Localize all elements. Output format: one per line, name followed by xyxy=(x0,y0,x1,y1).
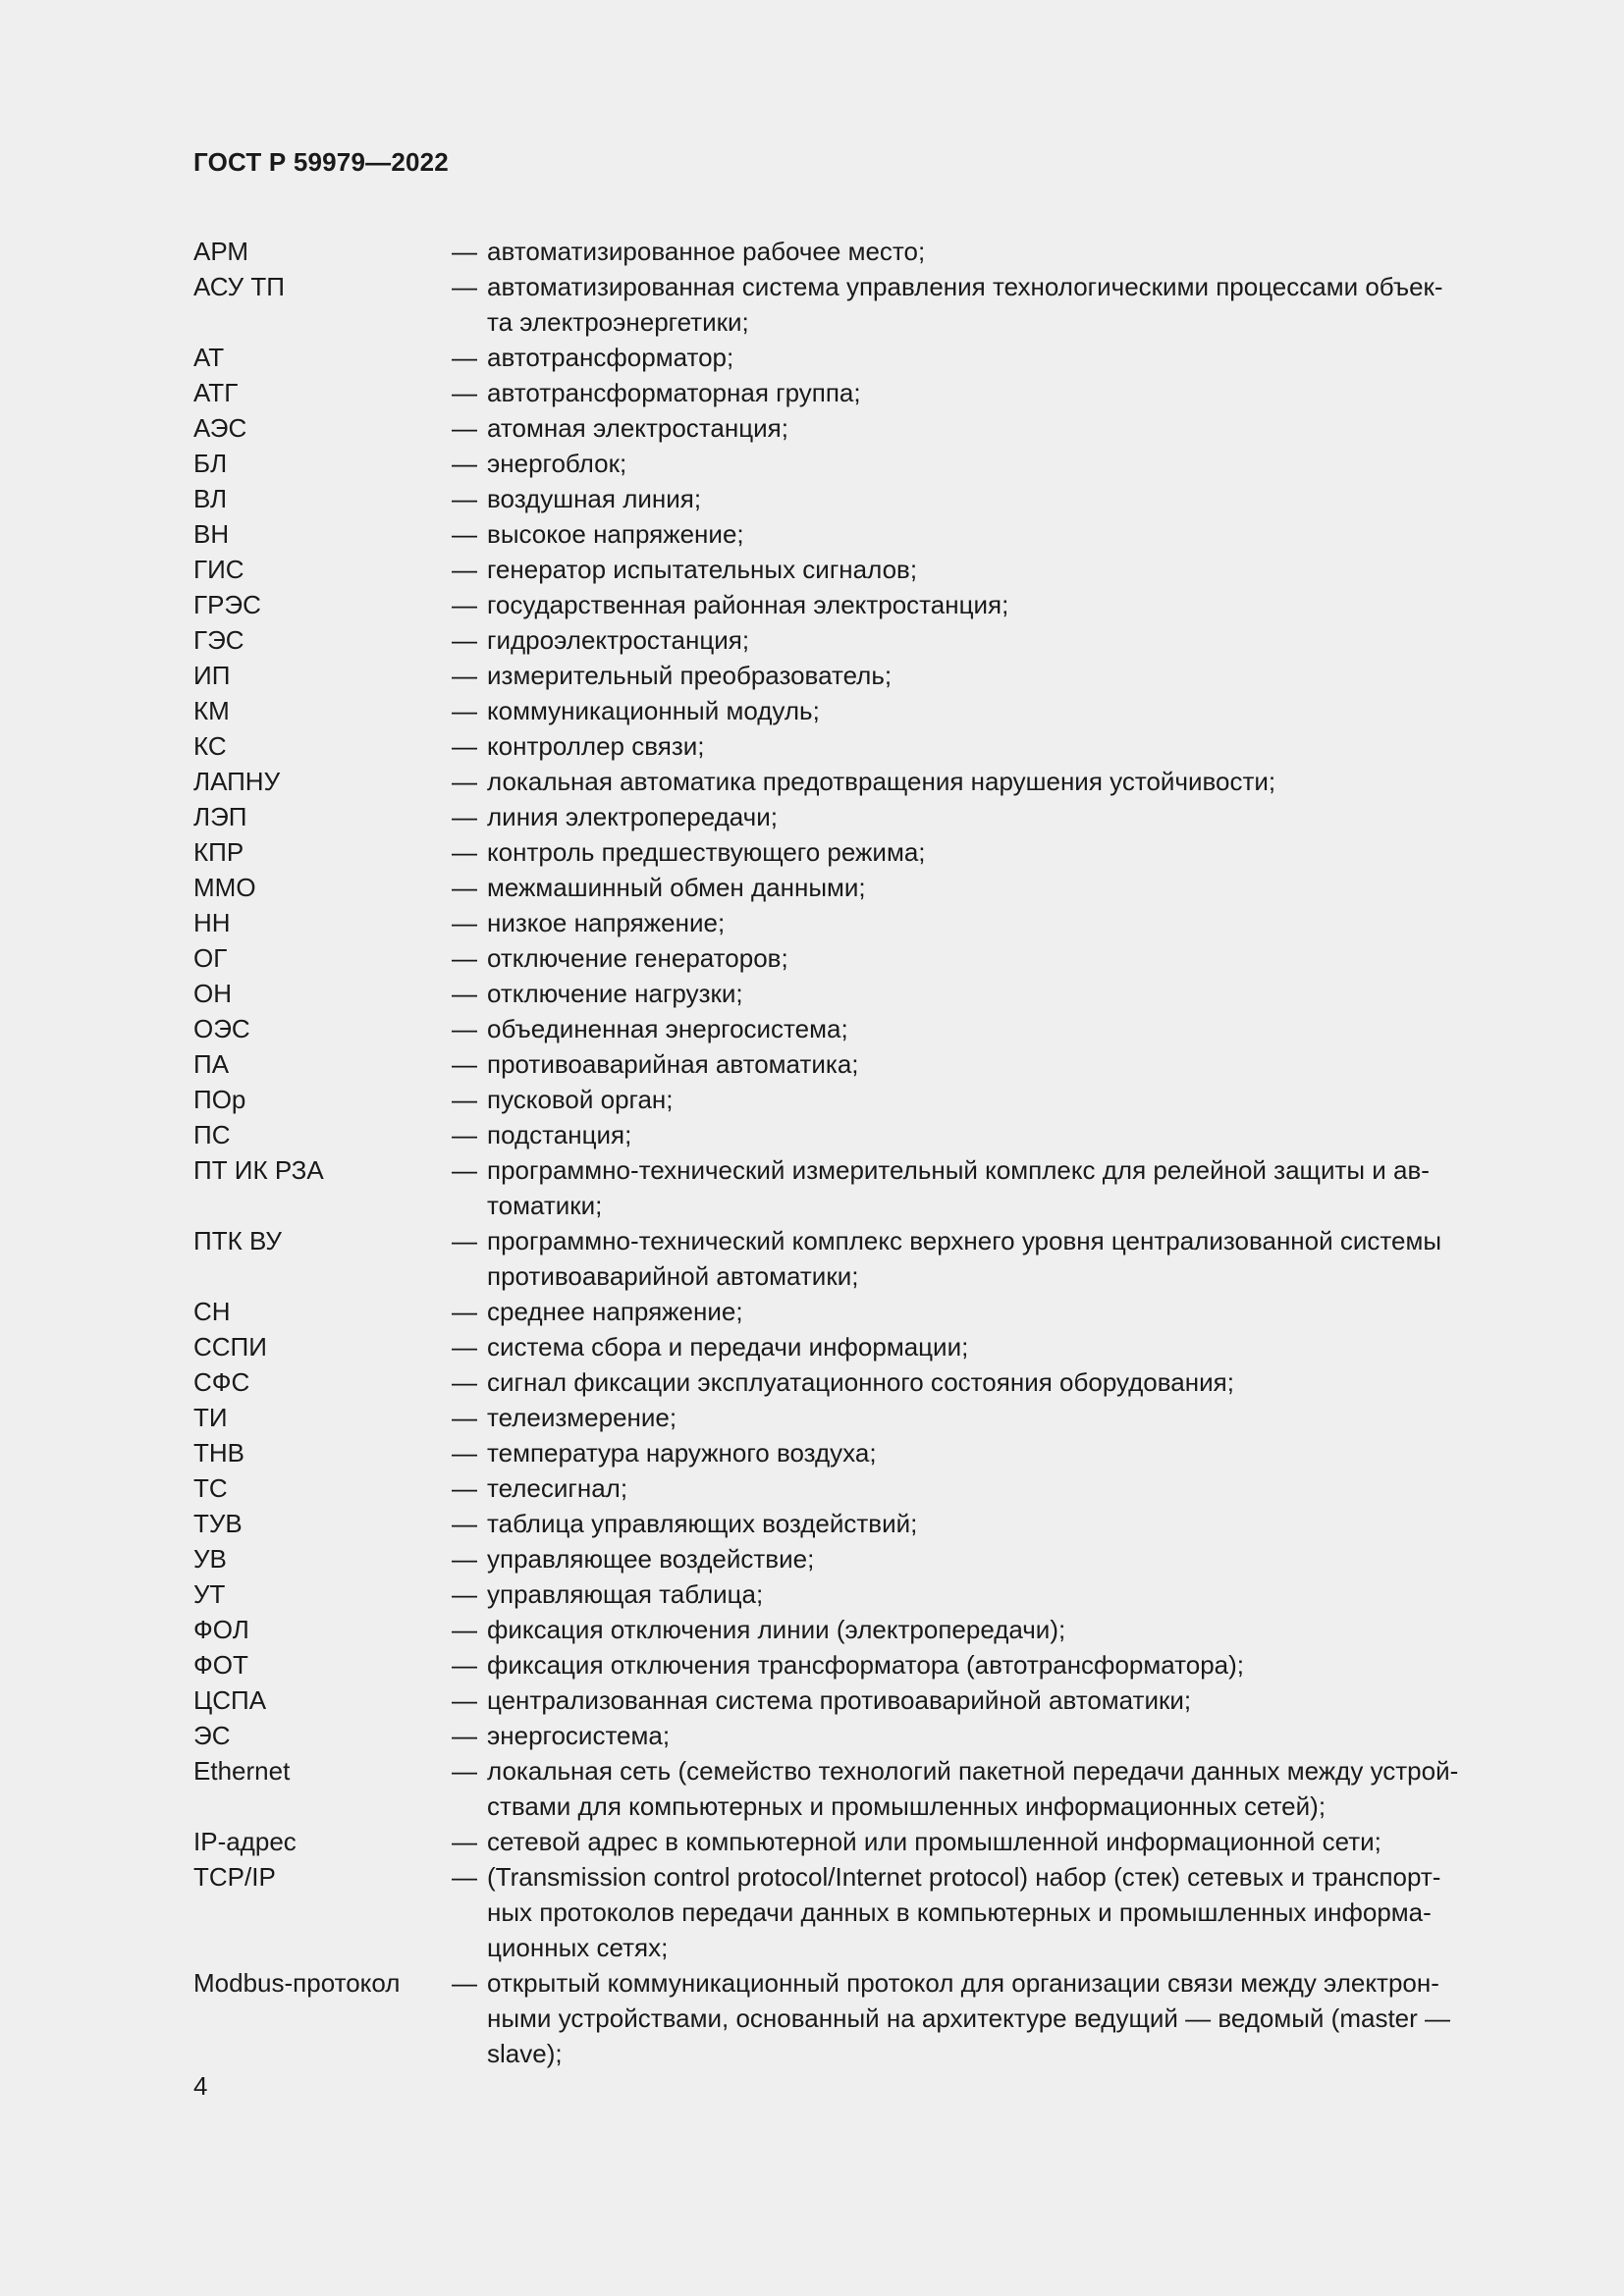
abbreviation-term: ВН xyxy=(193,519,230,549)
abbreviation-entry xyxy=(193,1506,1509,1541)
abbreviation-definition: воздушная линия; xyxy=(487,484,702,513)
abbreviation-definition: отключение нагрузки; xyxy=(487,979,743,1008)
abbreviation-entry xyxy=(193,516,1509,552)
em-dash-separator: — xyxy=(452,1579,477,1609)
abbreviation-entry xyxy=(193,1541,1509,1576)
abbreviation-term: ТНВ xyxy=(193,1438,244,1468)
em-dash-separator: — xyxy=(452,1438,477,1468)
abbreviation-term: ИП xyxy=(193,661,231,690)
em-dash-separator: — xyxy=(452,873,477,902)
abbreviation-definition: программно-технический комплекс верхнего уровня централизованной системы противоаварийной автоматики; xyxy=(487,1226,1442,1291)
em-dash-separator: — xyxy=(452,1862,477,1892)
em-dash-separator: — xyxy=(452,1297,477,1326)
abbreviation-entry xyxy=(193,1647,1509,1682)
em-dash-separator: — xyxy=(452,1367,477,1397)
abbreviation-term: ТС xyxy=(193,1473,228,1503)
em-dash-separator: — xyxy=(452,237,477,266)
em-dash-separator: — xyxy=(452,1403,477,1432)
abbreviation-term: БЛ xyxy=(193,449,228,478)
abbreviation-definition: фиксация отключения трансформатора (автотрансформатора); xyxy=(487,1650,1244,1680)
abbreviation-entry xyxy=(193,834,1509,870)
em-dash-separator: — xyxy=(452,378,477,407)
abbreviation-entry xyxy=(193,340,1509,375)
em-dash-separator: — xyxy=(452,1968,477,1998)
abbreviation-entry xyxy=(193,1718,1509,1753)
abbreviation-term: ПА xyxy=(193,1049,230,1079)
abbreviation-definition: атомная электростанция; xyxy=(487,413,788,443)
abbreviation-definition: фиксация отключения линии (электропередачи); xyxy=(487,1615,1066,1644)
abbreviation-term: ПТК ВУ xyxy=(193,1226,282,1255)
em-dash-separator: — xyxy=(452,1615,477,1644)
em-dash-separator: — xyxy=(452,1685,477,1715)
abbreviation-term: ЛЭП xyxy=(193,802,247,831)
abbreviation-definition: контроллер связи; xyxy=(487,731,705,761)
abbreviation-term: ССПИ xyxy=(193,1332,267,1362)
abbreviation-entry xyxy=(193,234,1509,269)
em-dash-separator: — xyxy=(452,272,477,301)
em-dash-separator: — xyxy=(452,979,477,1008)
abbreviation-term: ПТ ИК РЗА xyxy=(193,1155,324,1185)
abbreviation-entry xyxy=(193,1612,1509,1647)
abbreviation-term: ОЭС xyxy=(193,1014,250,1043)
abbreviation-term: ВЛ xyxy=(193,484,228,513)
abbreviation-definition: генератор испытательных сигналов; xyxy=(487,555,918,584)
em-dash-separator: — xyxy=(452,413,477,443)
abbreviation-term: ФОТ xyxy=(193,1650,248,1680)
abbreviation-definition: пусковой орган; xyxy=(487,1085,674,1114)
em-dash-separator: — xyxy=(452,696,477,725)
abbreviation-entry xyxy=(193,1329,1509,1364)
em-dash-separator: — xyxy=(452,802,477,831)
abbreviation-definition: гидроэлектростанция; xyxy=(487,625,750,655)
abbreviation-definition: локальная автоматика предотвращения нарушения устойчивости; xyxy=(487,767,1276,796)
em-dash-separator: — xyxy=(452,731,477,761)
abbreviation-definition: контроль предшествующего режима; xyxy=(487,837,926,867)
abbreviation-definition: среднее напряжение; xyxy=(487,1297,743,1326)
abbreviation-definition: централизованная система противоаварийной автоматики; xyxy=(487,1685,1192,1715)
abbreviation-definition: управляющая таблица; xyxy=(487,1579,764,1609)
abbreviation-term: ОН xyxy=(193,979,232,1008)
abbreviation-definition: отключение генераторов; xyxy=(487,943,788,973)
abbreviation-definition: подстанция; xyxy=(487,1120,632,1149)
abbreviation-entry xyxy=(193,1682,1509,1718)
abbreviation-term: TCP/IP xyxy=(193,1862,276,1892)
document-header: ГОСТ Р 59979—2022 xyxy=(193,147,449,177)
abbreviation-term: ТУВ xyxy=(193,1509,243,1538)
abbreviation-definition: энергоблок; xyxy=(487,449,627,478)
abbreviation-term: ЛАПНУ xyxy=(193,767,281,796)
em-dash-separator: — xyxy=(452,555,477,584)
abbreviation-definition: межмашинный обмен данными; xyxy=(487,873,866,902)
abbreviation-list xyxy=(193,234,1509,2071)
abbreviation-definition: объединенная энергосистема; xyxy=(487,1014,848,1043)
abbreviation-entry xyxy=(193,764,1509,799)
em-dash-separator: — xyxy=(452,1756,477,1786)
abbreviation-entry xyxy=(193,1011,1509,1046)
abbreviation-definition: коммуникационный модуль; xyxy=(487,696,820,725)
abbreviation-definition: локальная сеть (семейство технологий пакетной передачи данных между устрой- ствами для компьютерных и промышленных информационных сетей); xyxy=(487,1756,1459,1821)
abbreviation-term: АСУ ТП xyxy=(193,272,285,301)
abbreviation-entry xyxy=(193,799,1509,834)
abbreviation-entry xyxy=(193,1152,1509,1223)
abbreviation-definition: программно-технический измерительный комплекс для релейной защиты и ав- томатики; xyxy=(487,1155,1430,1220)
abbreviation-definition: управляющее воздействие; xyxy=(487,1544,815,1574)
em-dash-separator: — xyxy=(452,590,477,619)
abbreviation-entry xyxy=(193,1364,1509,1400)
abbreviation-entry xyxy=(193,269,1509,340)
em-dash-separator: — xyxy=(452,1014,477,1043)
abbreviation-term: ГИС xyxy=(193,555,244,584)
abbreviation-term: УТ xyxy=(193,1579,226,1609)
abbreviation-definition: автотрансформатор; xyxy=(487,343,734,372)
em-dash-separator: — xyxy=(452,519,477,549)
abbreviation-entry xyxy=(193,1470,1509,1506)
abbreviation-term: КС xyxy=(193,731,227,761)
abbreviation-entry xyxy=(193,552,1509,587)
abbreviation-definition: система сбора и передачи информации; xyxy=(487,1332,969,1362)
page-number: 4 xyxy=(193,2071,208,2101)
abbreviation-term: ТИ xyxy=(193,1403,228,1432)
abbreviation-entry xyxy=(193,693,1509,728)
abbreviation-term: СФС xyxy=(193,1367,250,1397)
abbreviation-term: КМ xyxy=(193,696,230,725)
em-dash-separator: — xyxy=(452,625,477,655)
abbreviation-term: IP-адрес xyxy=(193,1827,297,1856)
abbreviation-term: КПР xyxy=(193,837,244,867)
abbreviation-definition: государственная районная электростанция; xyxy=(487,590,1009,619)
abbreviation-definition: высокое напряжение; xyxy=(487,519,744,549)
abbreviation-term: ММО xyxy=(193,873,256,902)
abbreviation-term: ОГ xyxy=(193,943,228,973)
abbreviation-entry xyxy=(193,1400,1509,1435)
abbreviation-term: Ethernet xyxy=(193,1756,291,1786)
abbreviation-entry xyxy=(193,940,1509,976)
abbreviation-term: АТ xyxy=(193,343,225,372)
abbreviation-definition: (Transmission control protocol/Internet protocol) набор (стек) сетевых и транспорт- ных протоколов передачи данных в компьютерных и промышленных информа- ционных сетях; xyxy=(487,1862,1441,1962)
abbreviation-term: СН xyxy=(193,1297,231,1326)
abbreviation-term: ЦСПА xyxy=(193,1685,267,1715)
em-dash-separator: — xyxy=(452,1827,477,1856)
em-dash-separator: — xyxy=(452,837,477,867)
abbreviation-term: ЭС xyxy=(193,1721,231,1750)
abbreviation-entry xyxy=(193,976,1509,1011)
em-dash-separator: — xyxy=(452,1226,477,1255)
abbreviation-term: АРМ xyxy=(193,237,249,266)
em-dash-separator: — xyxy=(452,1085,477,1114)
abbreviation-definition: температура наружного воздуха; xyxy=(487,1438,877,1468)
abbreviation-entry xyxy=(193,1294,1509,1329)
abbreviation-definition: линия электропередачи; xyxy=(487,802,778,831)
abbreviation-term: АТГ xyxy=(193,378,239,407)
em-dash-separator: — xyxy=(452,1473,477,1503)
em-dash-separator: — xyxy=(452,484,477,513)
abbreviation-entry xyxy=(193,1753,1509,1824)
abbreviation-definition: телесигнал; xyxy=(487,1473,628,1503)
abbreviation-definition: сетевой адрес в компьютерной или промышленной информационной сети; xyxy=(487,1827,1381,1856)
abbreviation-entry xyxy=(193,1435,1509,1470)
em-dash-separator: — xyxy=(452,1155,477,1185)
abbreviation-entry xyxy=(193,410,1509,446)
abbreviation-entry xyxy=(193,375,1509,410)
abbreviation-definition: противоаварийная автоматика; xyxy=(487,1049,859,1079)
abbreviation-entry xyxy=(193,1965,1509,2071)
em-dash-separator: — xyxy=(452,767,477,796)
abbreviation-definition: сигнал фиксации эксплуатационного состояния оборудования; xyxy=(487,1367,1234,1397)
abbreviation-entry xyxy=(193,622,1509,658)
abbreviation-term: НН xyxy=(193,908,231,937)
em-dash-separator: — xyxy=(452,1509,477,1538)
em-dash-separator: — xyxy=(452,908,477,937)
abbreviation-entry xyxy=(193,1576,1509,1612)
abbreviation-term: Modbus-протокол xyxy=(193,1968,401,1998)
em-dash-separator: — xyxy=(452,1544,477,1574)
abbreviation-entry xyxy=(193,587,1509,622)
abbreviation-term: АЭС xyxy=(193,413,247,443)
abbreviation-definition: энергосистема; xyxy=(487,1721,671,1750)
abbreviation-entry xyxy=(193,1824,1509,1859)
abbreviation-definition: низкое напряжение; xyxy=(487,908,726,937)
abbreviation-term: ФОЛ xyxy=(193,1615,249,1644)
em-dash-separator: — xyxy=(452,1120,477,1149)
em-dash-separator: — xyxy=(452,1721,477,1750)
abbreviation-term: ГЭС xyxy=(193,625,244,655)
abbreviation-definition: автоматизированная система управления технологическими процессами объек- та электроэнергетики; xyxy=(487,272,1443,337)
abbreviation-definition: автоматизированное рабочее место; xyxy=(487,237,926,266)
abbreviation-term: ПОр xyxy=(193,1085,246,1114)
abbreviation-term: ПС xyxy=(193,1120,231,1149)
em-dash-separator: — xyxy=(452,1332,477,1362)
abbreviation-definition: таблица управляющих воздействий; xyxy=(487,1509,918,1538)
em-dash-separator: — xyxy=(452,1650,477,1680)
abbreviation-definition: телеизмерение; xyxy=(487,1403,677,1432)
abbreviation-entry xyxy=(193,1046,1509,1082)
em-dash-separator: — xyxy=(452,449,477,478)
abbreviation-entry xyxy=(193,728,1509,764)
em-dash-separator: — xyxy=(452,943,477,973)
abbreviation-definition: открытый коммуникационный протокол для организации связи между электрон- ными устройствами, основанный на архитектуре ведущий — ведомый (master — slave); xyxy=(487,1968,1451,2068)
abbreviation-term: УВ xyxy=(193,1544,227,1574)
abbreviation-entry xyxy=(193,1859,1509,1965)
em-dash-separator: — xyxy=(452,343,477,372)
em-dash-separator: — xyxy=(452,1049,477,1079)
abbreviation-entry xyxy=(193,905,1509,940)
abbreviation-entry xyxy=(193,481,1509,516)
abbreviation-entry xyxy=(193,1117,1509,1152)
abbreviation-definition: автотрансформаторная группа; xyxy=(487,378,861,407)
abbreviation-entry xyxy=(193,1082,1509,1117)
abbreviation-entry xyxy=(193,658,1509,693)
abbreviation-entry xyxy=(193,446,1509,481)
abbreviation-entry xyxy=(193,1223,1509,1294)
abbreviation-term: ГРЭС xyxy=(193,590,261,619)
em-dash-separator: — xyxy=(452,661,477,690)
abbreviation-definition: измерительный преобразователь; xyxy=(487,661,893,690)
abbreviation-entry xyxy=(193,870,1509,905)
